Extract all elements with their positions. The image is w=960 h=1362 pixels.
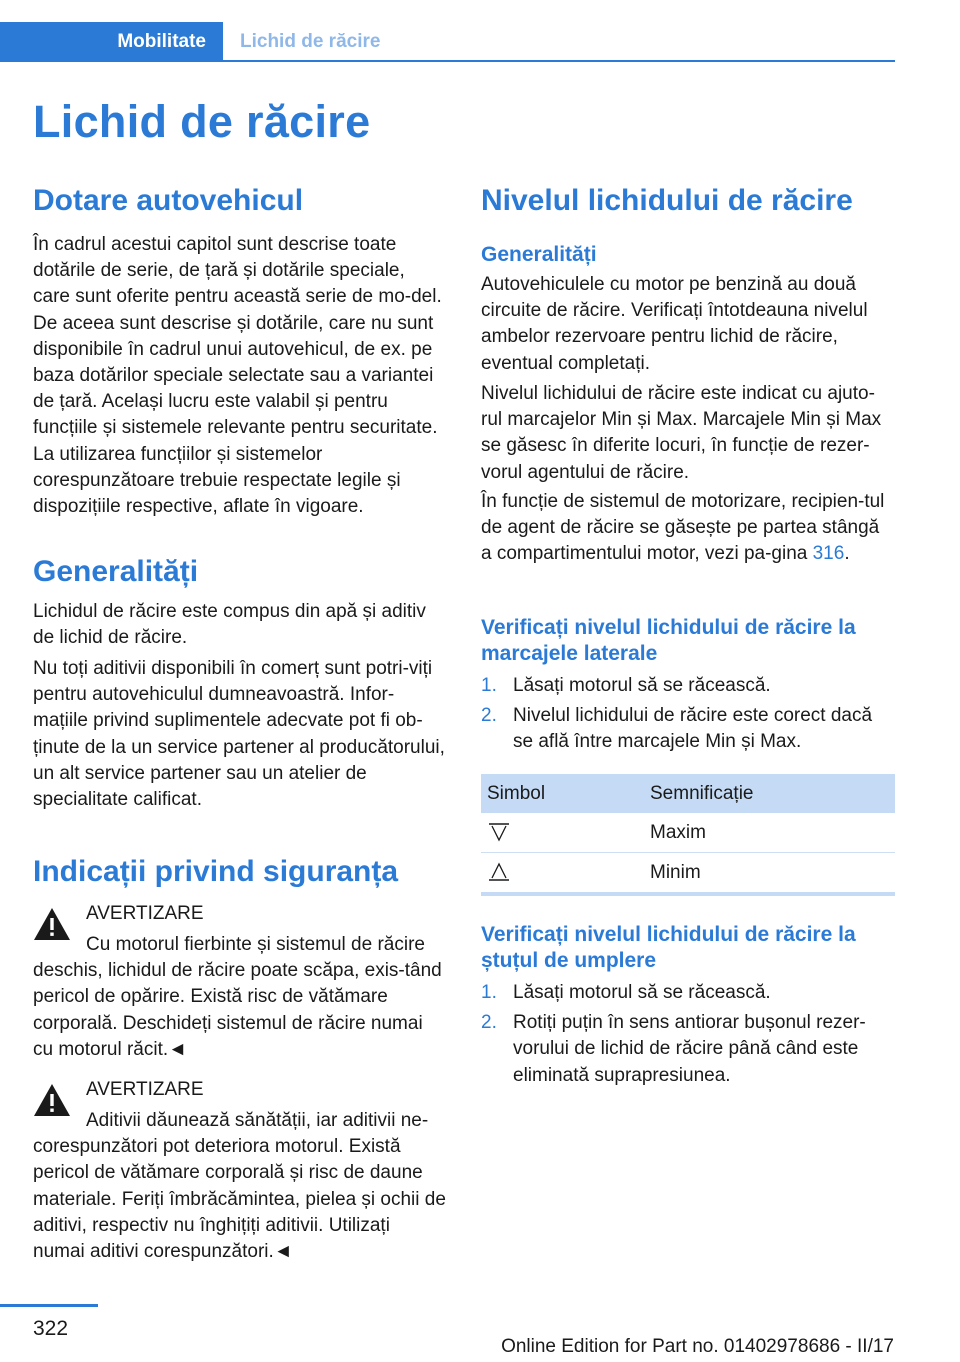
table-header-symbol: Simbol (481, 774, 644, 813)
warning-text-1: Cu motorul fierbinte și sistemul de răcire deschis, lichidul de răcire poate scăpa, exis‐tând pericol de opărire. Există risc de vătămare corporală. Deschideți sistemul de răcire numai cu motorul răcit.◄ (33, 934, 442, 1060)
text-generalitati-2: Nu toți aditivii disponibili în comerț sunt potri‐viți pentru autovehiculul dumneavoastră. Infor‐mațiile privind suplimentele adecvate pot fi ob‐ținute de la un service partener al producătorului, un alt service partener sau un atelier de specialitate calificat. (33, 658, 445, 811)
list-item: 2. Nivelul lichidului de răcire este corect dacă se află între marcajele Min și Max. (481, 705, 873, 753)
header-divider (0, 60, 895, 62)
heading-check-lateral: Verificați nivelul lichidului de răcire la marcajele laterale (481, 616, 856, 665)
page-link-316[interactable]: 316 (812, 543, 845, 565)
text-nivel-2: Nivelul lichidului de răcire este indicat cu ajuto‐rul marcajelor Min și Max. Marcajele Min și Max se găsesc în diferite locuri, în funcție de rezer‐vorul agentului de răcire. (481, 383, 882, 483)
heading-check-stut: Verificați nivelul lichidului de răcire la ștuțul de umplere (481, 923, 856, 972)
page-number: 322 (33, 1317, 69, 1340)
symbol-table (481, 774, 895, 896)
heading-nivel: Nivelul lichidului de răcire (481, 184, 853, 217)
edition-note: Online Edition for Part no. 01402978686 - II/17 (501, 1336, 894, 1357)
table-header-meaning: Semnificație (644, 774, 895, 813)
heading-dotare: Dotare autovehicul (33, 184, 304, 217)
table-row (481, 813, 895, 853)
table-cell-meaning: Minim (644, 853, 895, 895)
table-cell-meaning: Maxim (644, 813, 895, 853)
subheading-generalitati: Generalități (481, 243, 597, 266)
heading-siguranta: Indicații privind siguranța (33, 855, 399, 888)
min-mark-icon (488, 861, 510, 883)
list-item: 2. Rotiți puțin în sens antiorar bușonul rezer‐vorului de lichid de răcire până când este eliminată suprapresiunea. (481, 1012, 866, 1086)
list-item: 1. Lăsați motorul să se răcească. (481, 982, 771, 1003)
page-title: Lichid de răcire (33, 96, 371, 147)
heading-generalitati: Generalități (33, 555, 199, 588)
text-nivel-1: Autovehiculele cu motor pe benzină au două circuite de răcire. Verificați întotdeauna nivelul ambelor rezervoare pentru lichid de răcire, eventual completați. (481, 274, 868, 374)
header-bar (0, 22, 895, 62)
list-item: 1. Lăsați motorul să se răcească. (481, 675, 771, 696)
text-nivel-3: În funcție de sistemul de motorizare, recipien‐tul de agent de răcire se găsește pe partea stângă a compartimentului motor, vezi pa‐gina 316. (481, 491, 885, 565)
max-mark-icon (488, 821, 510, 843)
text-generalitati-1: Lichidul de răcire este compus din apă și aditiv de lichid de răcire. (33, 601, 426, 649)
table-header-row (481, 774, 895, 813)
warning-label-1: AVERTIZARE (86, 903, 204, 924)
warning-text-2: Aditivii dăunează sănătății, iar aditivii ne‐corespunzători pot deteriora motorul. Există pericol de vătămare corporală și risc de daune materiale. Feriți îmbrăcămintea, pielea și ochii de aditivi, respectiv nu înghițiți aditivii. Utilizați numai aditivi corespunzători.◄ (33, 1110, 446, 1263)
text-dotare: În cadrul acestui capitol sunt descrise toate dotările de serie, de țară și dotările speciale, care sunt oferite pentru această serie de mo‐del. De aceea sunt descrise și dotările, care nu sunt disponibile în cadrul unui autovehicul, de ex. pe baza dotărilor speciale selectate sau a variantei de țară. Același lucru este valabil și pentru funcțiile și sistemele relevante pentru securitate. La utilizarea funcțiilor și sistemelor corespunzătoare trebuie respectate legile și dispozițiile respective, aflate în vigoare. (33, 234, 442, 518)
warning-label-2: AVERTIZARE (86, 1079, 204, 1100)
steps-stut (481, 980, 895, 1093)
steps-lateral (481, 673, 895, 760)
tab-mobilitate[interactable]: Mobilitate (0, 22, 223, 62)
table-row (481, 853, 895, 895)
footer-divider (0, 1304, 98, 1307)
tab-lichid-de-racire[interactable]: Lichid de răcire (240, 31, 381, 52)
